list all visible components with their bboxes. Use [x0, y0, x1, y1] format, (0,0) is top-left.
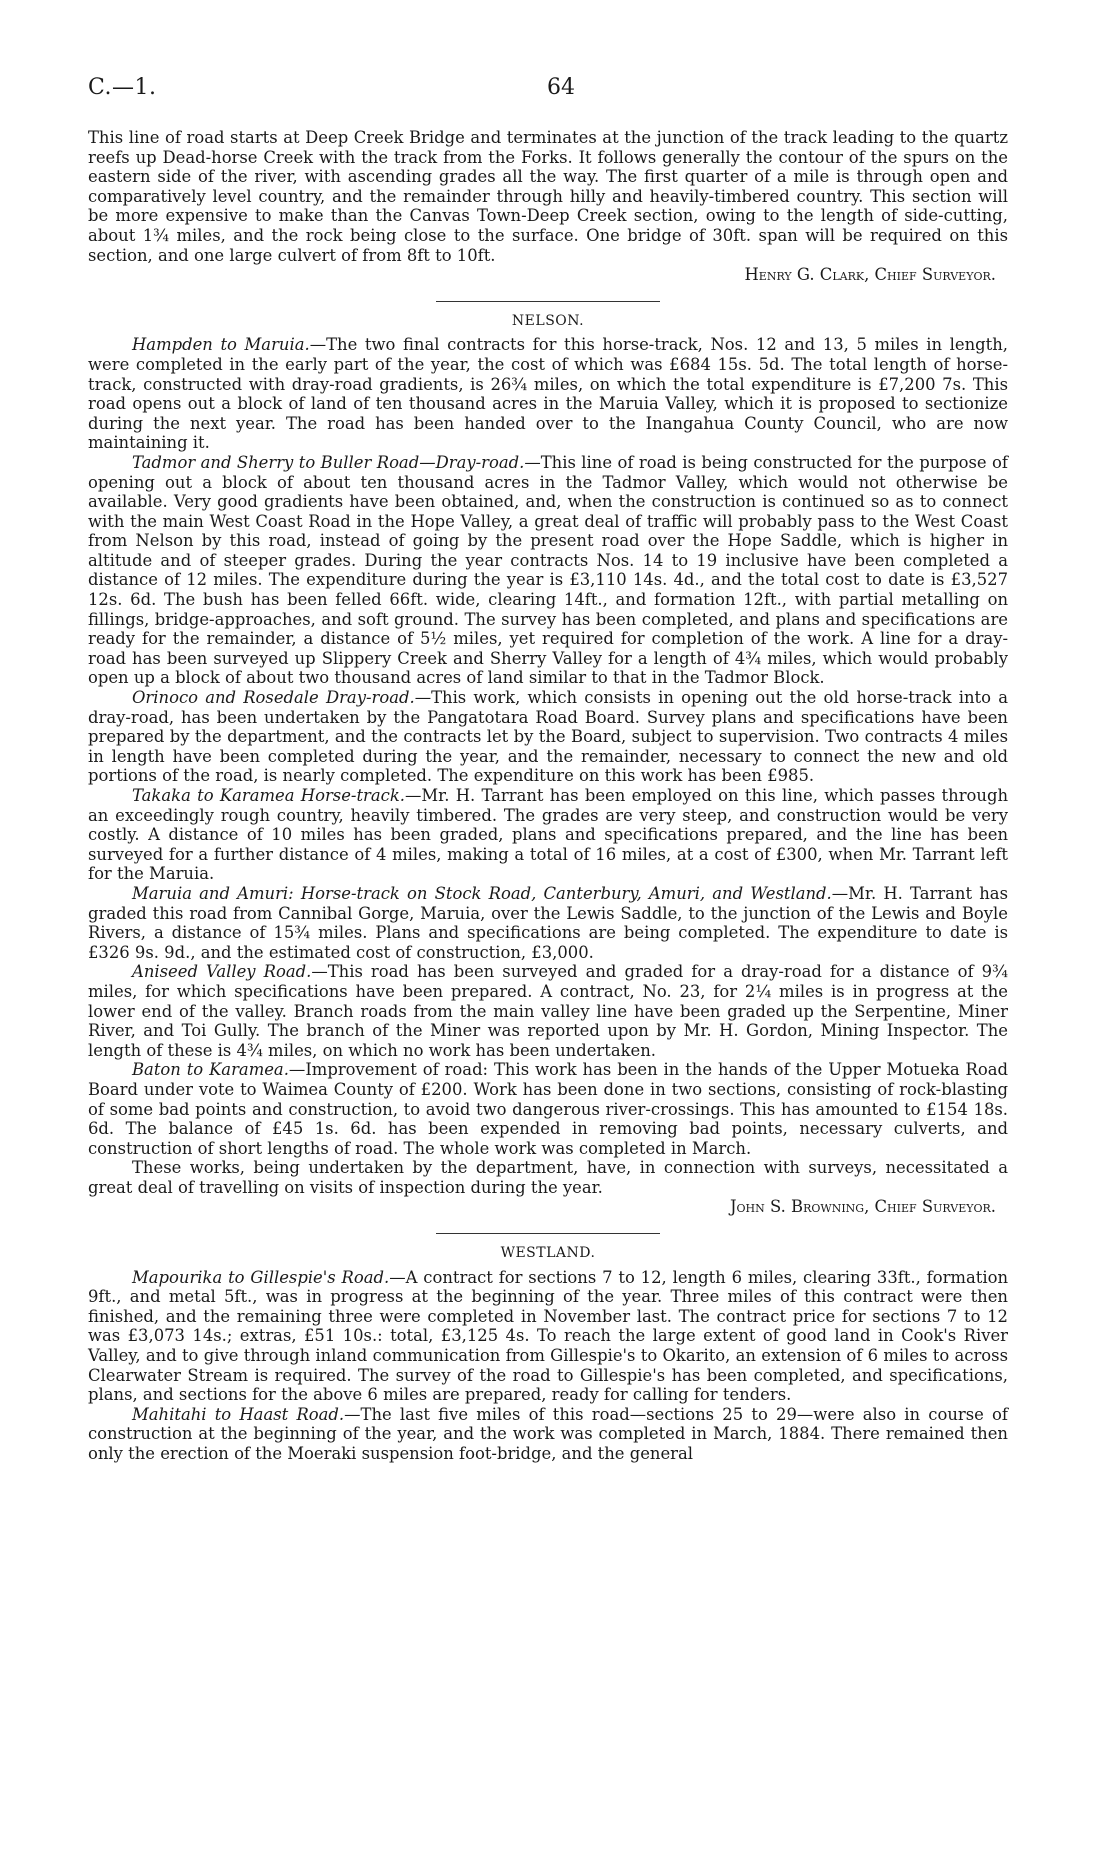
nelson-paragraph — [88, 335, 1008, 453]
paragraph-title: Mapourika to Gillespie's Road. — [132, 1267, 390, 1287]
paragraph-text: —This road has been surveyed and graded for a dray-road for a distance of 9¾ miles, for which specifications have been prepared. A contract, No. 23, for 2¼ miles is in progress at the lower end of the valley. Branch roads from the main valley line have been graded up the Serpentine, Miner River, and Toi Gully. The branch of the Miner was reported upon by Mr. H. Gordon, Mining Inspector. The length of these is 4¾ miles, on which no work has been undertaken. — [88, 962, 1008, 1060]
nelson-paragraph — [88, 1060, 1008, 1158]
nelson-paragraph — [88, 884, 1008, 962]
section-divider — [436, 1233, 660, 1234]
section-heading-nelson: NELSON. — [511, 312, 585, 329]
nelson-signature: John S. Browning, Chief Surveyor. — [729, 1197, 996, 1217]
paragraph-text: —The last five miles of this road—sections 25 to 29—were also in course of construction at the beginning of the year, and the work was completed in March, 1884. There remained then only the erection of the Moeraki suspension foot-bridge, and the general — [88, 1404, 1008, 1463]
paragraph-text: —This line of road is being constructed for the purpose of opening out a block of about ten thousand acres in the Tadmor Valley, which would not otherwise be available. Very good gradients have been obtained, and, when the construction is continued so as to connect with the main West Coast Road in the Hope Valley, a great deal of traffic will probably pass to the West Coast from Nelson by this road, instead of going by the present road over the Hope Saddle, which is higher in altitude and of steeper grades. During the year contracts Nos. 14 to 19 inclusive have been completed a distance of 12 miles. The expenditure during the year is £3,110 14s. 4d., and the total cost to date is £3,527 12s. 6d. The bush has been felled 66ft. wide, clearing 14ft., and formation 12ft., with partial metalling on fillings, bridge-approaches, and soft ground. The survey has been completed, and plans and specifications are ready for the remainder, a distance of 5½ miles, yet required for completion of the work. A line for a dray-road has been surveyed up Slippery Creek and Sherry Valley for a length of 4¾ miles, which would probably open up a block of about two thousand acres of land similar to that in the Tadmor Block. — [88, 452, 1008, 688]
intro-paragraph: This line of road starts at Deep Creek Bridge and terminates at the junction of the track leading to the quartz reefs up Dead-horse Creek with the track from the Forks. It follows generally the contour of the spurs on the eastern side of the river, with ascending grades all the way. The first quarter of a mile is through open and comparatively level country, and the remainder through hilly and heavily-timbered country. This section will be more expensive to make than the Canvas Town-Deep Creek section, owing to the length of side-cutting, about 1¾ miles, and the rock being close to the surface. One bridge of 30ft. span will be required on this section, and one large culvert of from 8ft to 10ft. — [88, 128, 1008, 265]
paragraph-text: —Improvement of road: This work has been in the hands of the Upper Motueka Road Board under vote to Waimea County of £200. Work has been done in two sections, consisting of rock-blasting of some bad points and construction, to avoid two dangerous river-crossings. This has amounted to £154 18s. 6d. The balance of £45 1s. 6d. has been expended in removing bad points, necessary culverts, and construction of short lengths of road. The whole work was completed in March. — [88, 1060, 1008, 1158]
paragraph-title: Aniseed Valley Road. — [132, 962, 312, 982]
section-heading-westland: WESTLAND. — [500, 1245, 596, 1262]
paragraph-title: Hampden to Maruia. — [132, 335, 310, 355]
nelson-paragraph — [88, 962, 1008, 1060]
nelson-paragraph — [88, 1158, 1008, 1197]
intro-signature: Henry G. Clark, Chief Surveyor. — [744, 265, 996, 285]
nelson-paragraph — [88, 688, 1008, 786]
westland-paragraph — [88, 1268, 1008, 1405]
paragraph-text: —Mr. H. Tarrant has been employed on this line, which passes through an exceedingly rough country, heavily timbered. The grades are very steep, and construction would be very costly. A distance of 10 miles has been graded, plans and specifications prepared, and the line has been surveyed for a further distance of 4 miles, making a total of 16 miles, at a cost of £300, when Mr. Tarrant left for the Maruia. — [88, 786, 1008, 884]
paragraph-text: —A contract for sections 7 to 12, length 6 miles, clearing 33ft., formation 9ft., and metal 5ft., was in progress at the beginning of the year. Three miles of this contract were then finished, and the remaining three were completed in November last. The contract price for sections 7 to 12 was £3,073 14s.; extras, £51 10s.: total, £3,125 4s. To reach the large extent of good land in Cook's River Valley, and to give through inland communication from Gillespie's to Okarito, an extension of 6 miles to across Clearwater Stream is required. The survey of the road to Gillespie's has been completed, and specifications, plans, and sections for the above 6 miles are prepared, ready for calling for tenders. — [88, 1267, 1009, 1405]
westland-paragraph — [88, 1405, 1008, 1464]
page-number: 64 — [547, 75, 575, 100]
paragraph-text: —The two final contracts for this horse-track, Nos. 12 and 13, 5 miles in length, were completed in the early part of the year, the cost of which was £684 15s. 5d. The total length of horse-track, constructed with dray-road gradients, is 26¾ miles, on which the total expenditure is £7,200 7s. This road opens out a block of land of ten thousand acres in the Maruia Valley, which it is proposed to sectionize during the next year. The road has been handed over to the Inangahua County Council, who are now maintaining it. — [88, 335, 1008, 453]
nelson-paragraph — [88, 453, 1008, 688]
page-header — [88, 75, 1008, 105]
document-code: C.—1. — [88, 75, 157, 100]
section-divider — [436, 301, 660, 302]
paragraph-title: Mahitahi to Haast Road. — [132, 1404, 345, 1424]
paragraph-title: Baton to Karamea. — [132, 1060, 289, 1080]
nelson-paragraph — [88, 786, 1008, 884]
paragraph-text: —This work, which consists in opening out the old horse-track into a dray-road, has been undertaken by the Pangatotara Road Board. Survey plans and specifications have been prepared by the department, and the contracts let by the Board, subject to supervision. Two contracts 4 miles in length have been completed during the year, and the remainder, necessary to connect the new and old portions of the road, is nearly completed. The expenditure on this work has been £985. — [88, 688, 1008, 786]
paragraph-title: Takaka to Karamea Horse-track. — [132, 786, 405, 805]
paragraph-title: Tadmor and Sherry to Buller Road—Dray-road. — [132, 452, 525, 472]
paragraph-title: Orinoco and Rosedale Dray-road. — [132, 688, 415, 708]
paragraph-text: These works, being undertaken by the department, have, in connection with surveys, necessitated a great deal of travelling on visits of inspection during the year. — [88, 1158, 1008, 1197]
paragraph-title: Maruia and Amuri: Horse-track on Stock Road, Canterbury, Amuri, and Westland. — [132, 883, 832, 903]
paragraph-text: —Mr. H. Tarrant has graded this road from Cannibal Gorge, Maruia, over the Lewis Saddle, to the junction of the Lewis and Boyle Rivers, a distance of 15¾ miles. Plans and specifications are being completed. The expenditure to date is £326 9s. 9d., and the estimated cost of construction, £3,000. — [88, 883, 1008, 962]
document-body — [88, 128, 1008, 1464]
